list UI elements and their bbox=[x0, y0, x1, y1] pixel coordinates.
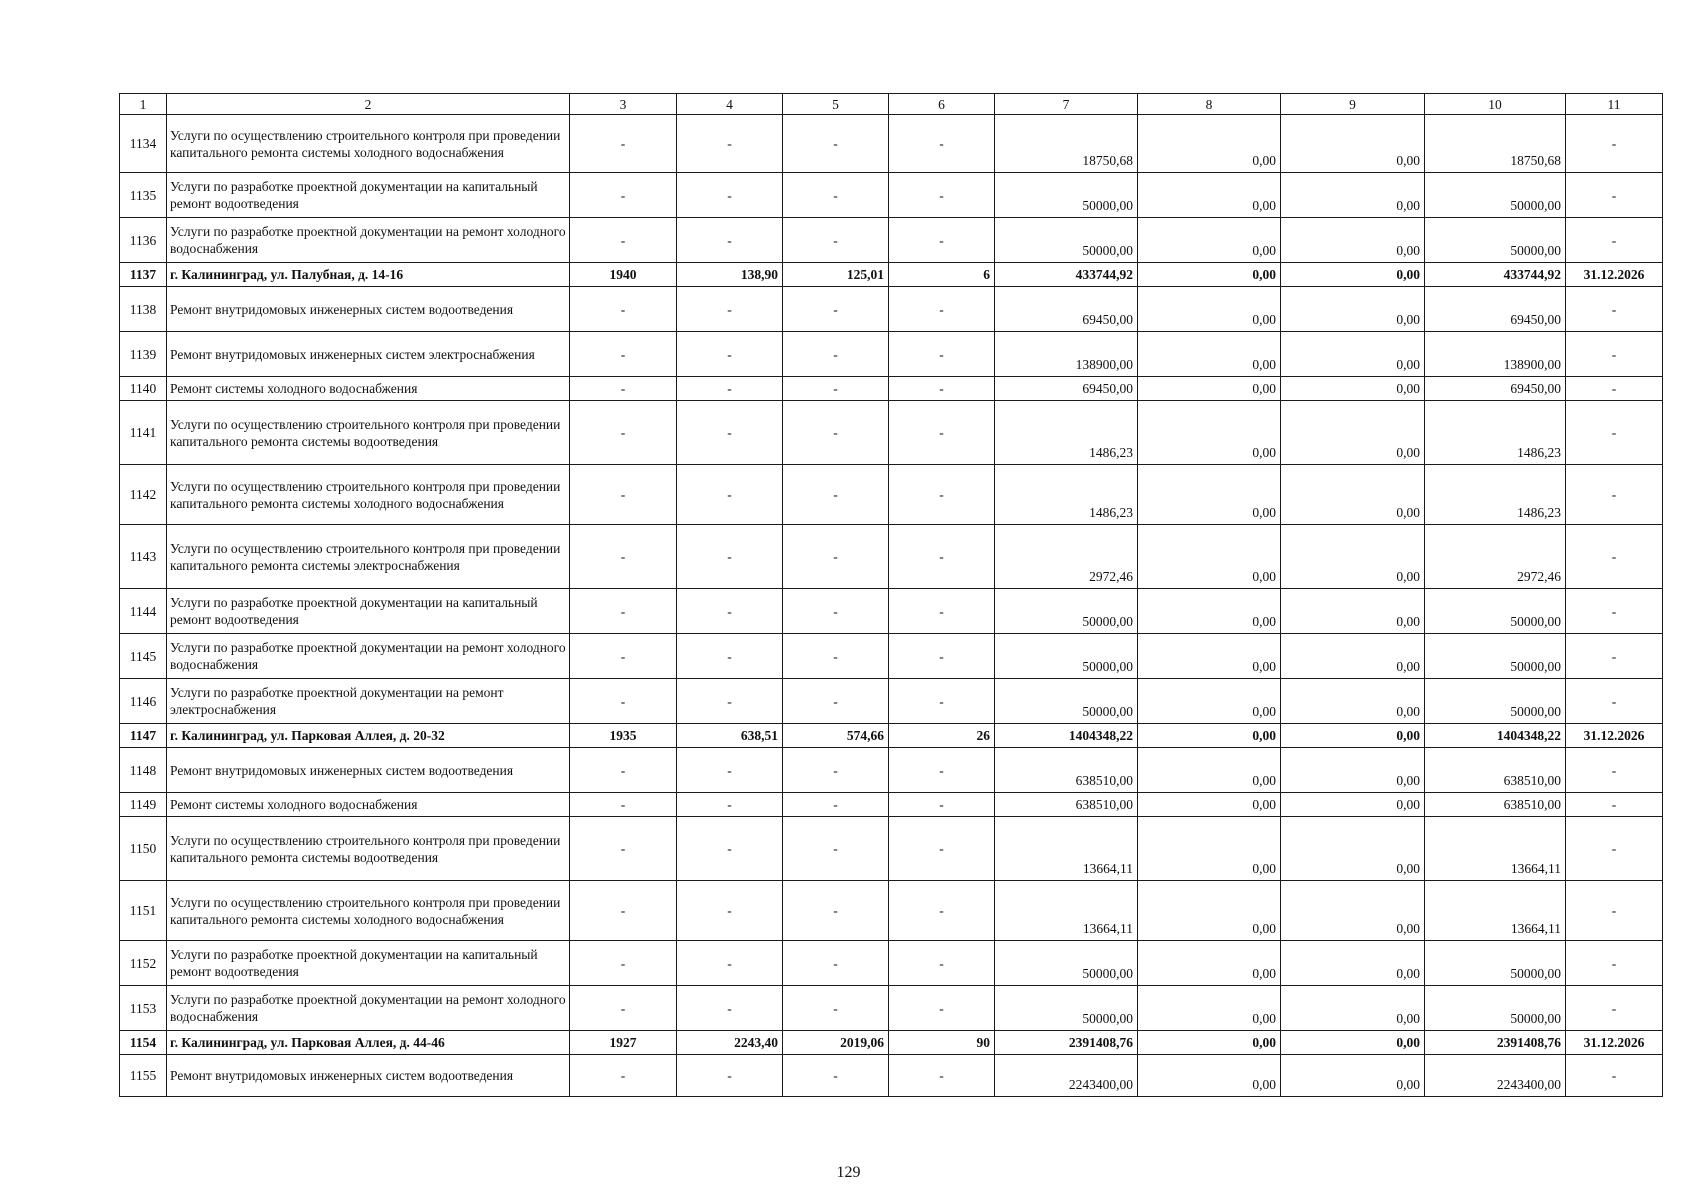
cell-col6: - bbox=[889, 525, 995, 589]
cell-col4: - bbox=[677, 986, 783, 1031]
cell-total: 69450,00 bbox=[995, 287, 1138, 332]
cell-col8: 0,00 bbox=[1138, 218, 1281, 263]
cell-col10: 50000,00 bbox=[1425, 986, 1566, 1031]
cell-total: 50000,00 bbox=[995, 173, 1138, 218]
table-body bbox=[120, 115, 1663, 1097]
row-number: 1139 bbox=[120, 332, 167, 377]
cell-col8: 0,00 bbox=[1138, 1031, 1281, 1055]
cell-col10: 50000,00 bbox=[1425, 634, 1566, 679]
row-name: Услуги по осуществлению строительного контроля при проведении капитального ремонта системы электроснабжения bbox=[167, 525, 570, 589]
cell-col4: - bbox=[677, 377, 783, 401]
cell-col5: - bbox=[783, 173, 889, 218]
cell-col5: - bbox=[783, 817, 889, 881]
cell-col10: 50000,00 bbox=[1425, 218, 1566, 263]
cell-total: 50000,00 bbox=[995, 589, 1138, 634]
cell-col9: 0,00 bbox=[1281, 881, 1425, 941]
cell-col10: 638510,00 bbox=[1425, 793, 1566, 817]
cell-col5: 125,01 bbox=[783, 263, 889, 287]
cell-col8: 0,00 bbox=[1138, 881, 1281, 941]
cell-col10: 18750,68 bbox=[1425, 115, 1566, 173]
col-header-3: 3 bbox=[570, 94, 677, 115]
cell-col10: 50000,00 bbox=[1425, 173, 1566, 218]
row-name: Услуги по осуществлению строительного контроля при проведении капитального ремонта системы холодного водоснабжения bbox=[167, 115, 570, 173]
cell-year: - bbox=[570, 941, 677, 986]
cell-col10: 69450,00 bbox=[1425, 377, 1566, 401]
row-name: г. Калининград, ул. Парковая Аллея, д. 44-46 bbox=[167, 1031, 570, 1055]
table-row bbox=[120, 218, 1663, 263]
table-row bbox=[120, 881, 1663, 941]
cell-col9: 0,00 bbox=[1281, 1031, 1425, 1055]
row-number: 1142 bbox=[120, 465, 167, 525]
cell-deadline: - bbox=[1566, 401, 1663, 465]
cell-col6: 6 bbox=[889, 263, 995, 287]
table-row bbox=[120, 634, 1663, 679]
cell-col9: 0,00 bbox=[1281, 817, 1425, 881]
header-row bbox=[120, 94, 1663, 115]
table-row bbox=[120, 589, 1663, 634]
cell-col4: - bbox=[677, 679, 783, 724]
cell-col4: - bbox=[677, 115, 783, 173]
cell-deadline: 31.12.2026 bbox=[1566, 724, 1663, 748]
cell-col4: 2243,40 bbox=[677, 1031, 783, 1055]
cell-col5: - bbox=[783, 115, 889, 173]
table-row bbox=[120, 724, 1663, 748]
cell-total: 2391408,76 bbox=[995, 1031, 1138, 1055]
cell-col9: 0,00 bbox=[1281, 173, 1425, 218]
cell-col8: 0,00 bbox=[1138, 941, 1281, 986]
cell-year: - bbox=[570, 748, 677, 793]
cell-col10: 1486,23 bbox=[1425, 465, 1566, 525]
table-row bbox=[120, 401, 1663, 465]
cell-col4: - bbox=[677, 525, 783, 589]
cell-col10: 50000,00 bbox=[1425, 941, 1566, 986]
cell-col4: - bbox=[677, 589, 783, 634]
cell-col4: - bbox=[677, 941, 783, 986]
cell-col10: 638510,00 bbox=[1425, 748, 1566, 793]
cell-col5: - bbox=[783, 679, 889, 724]
cell-total: 1486,23 bbox=[995, 465, 1138, 525]
cell-col5: - bbox=[783, 1055, 889, 1097]
cell-total: 138900,00 bbox=[995, 332, 1138, 377]
cell-col8: 0,00 bbox=[1138, 679, 1281, 724]
cell-deadline: - bbox=[1566, 218, 1663, 263]
cell-col5: - bbox=[783, 218, 889, 263]
cell-year: - bbox=[570, 679, 677, 724]
cell-deadline: - bbox=[1566, 287, 1663, 332]
cell-col4: - bbox=[677, 748, 783, 793]
row-name: Услуги по разработке проектной документации на капитальный ремонт водоотведения bbox=[167, 173, 570, 218]
cell-total: 1486,23 bbox=[995, 401, 1138, 465]
cell-deadline: - bbox=[1566, 793, 1663, 817]
cell-year: - bbox=[570, 986, 677, 1031]
row-number: 1148 bbox=[120, 748, 167, 793]
cell-col8: 0,00 bbox=[1138, 793, 1281, 817]
cell-col4: - bbox=[677, 218, 783, 263]
cell-year: - bbox=[570, 401, 677, 465]
cell-col5: - bbox=[783, 986, 889, 1031]
cell-total: 50000,00 bbox=[995, 634, 1138, 679]
cell-col6: 90 bbox=[889, 1031, 995, 1055]
cell-deadline: - bbox=[1566, 941, 1663, 986]
col-header-7: 7 bbox=[995, 94, 1138, 115]
cell-col10: 433744,92 bbox=[1425, 263, 1566, 287]
cell-col6: - bbox=[889, 881, 995, 941]
table-row bbox=[120, 465, 1663, 525]
cell-col10: 1404348,22 bbox=[1425, 724, 1566, 748]
cell-deadline: - bbox=[1566, 465, 1663, 525]
cell-col5: - bbox=[783, 634, 889, 679]
cell-total: 2243400,00 bbox=[995, 1055, 1138, 1097]
cell-col6: - bbox=[889, 634, 995, 679]
row-name: Ремонт внутридомовых инженерных систем электроснабжения bbox=[167, 332, 570, 377]
row-name: Услуги по разработке проектной документации на ремонт холодного водоснабжения bbox=[167, 986, 570, 1031]
cell-col6: - bbox=[889, 986, 995, 1031]
cell-year: - bbox=[570, 881, 677, 941]
cell-year: - bbox=[570, 465, 677, 525]
col-header-5: 5 bbox=[783, 94, 889, 115]
col-header-11: 11 bbox=[1566, 94, 1663, 115]
cell-col10: 2243400,00 bbox=[1425, 1055, 1566, 1097]
cell-col8: 0,00 bbox=[1138, 748, 1281, 793]
row-number: 1141 bbox=[120, 401, 167, 465]
cell-col5: - bbox=[783, 525, 889, 589]
row-name: Услуги по осуществлению строительного контроля при проведении капитального ремонта системы холодного водоснабжения bbox=[167, 465, 570, 525]
cell-deadline: - bbox=[1566, 173, 1663, 218]
cell-col9: 0,00 bbox=[1281, 724, 1425, 748]
cell-year: - bbox=[570, 634, 677, 679]
row-number: 1143 bbox=[120, 525, 167, 589]
cell-year: - bbox=[570, 793, 677, 817]
cell-col9: 0,00 bbox=[1281, 401, 1425, 465]
cell-total: 638510,00 bbox=[995, 748, 1138, 793]
row-name: Услуги по разработке проектной документации на ремонт холодного водоснабжения bbox=[167, 218, 570, 263]
table-row bbox=[120, 1031, 1663, 1055]
cell-col8: 0,00 bbox=[1138, 287, 1281, 332]
cell-col9: 0,00 bbox=[1281, 263, 1425, 287]
row-number: 1152 bbox=[120, 941, 167, 986]
cell-col5: - bbox=[783, 941, 889, 986]
row-name: Ремонт внутридомовых инженерных систем водоотведения bbox=[167, 287, 570, 332]
table-row bbox=[120, 941, 1663, 986]
cell-deadline: - bbox=[1566, 377, 1663, 401]
cell-year: 1927 bbox=[570, 1031, 677, 1055]
cell-col8: 0,00 bbox=[1138, 589, 1281, 634]
cell-total: 13664,11 bbox=[995, 881, 1138, 941]
row-name: Услуги по разработке проектной документации на капитальный ремонт водоотведения bbox=[167, 589, 570, 634]
cell-col9: 0,00 bbox=[1281, 748, 1425, 793]
cell-year: 1935 bbox=[570, 724, 677, 748]
cell-col9: 0,00 bbox=[1281, 465, 1425, 525]
cell-col8: 0,00 bbox=[1138, 115, 1281, 173]
cell-col9: 0,00 bbox=[1281, 941, 1425, 986]
cell-col6: - bbox=[889, 941, 995, 986]
cell-col4: - bbox=[677, 287, 783, 332]
cell-col9: 0,00 bbox=[1281, 218, 1425, 263]
table-row bbox=[120, 1055, 1663, 1097]
cell-col8: 0,00 bbox=[1138, 634, 1281, 679]
cell-year: - bbox=[570, 332, 677, 377]
cell-col9: 0,00 bbox=[1281, 793, 1425, 817]
cell-deadline: - bbox=[1566, 634, 1663, 679]
cell-year: - bbox=[570, 377, 677, 401]
cell-col5: - bbox=[783, 332, 889, 377]
cell-col8: 0,00 bbox=[1138, 401, 1281, 465]
cell-col6: - bbox=[889, 793, 995, 817]
cell-total: 50000,00 bbox=[995, 986, 1138, 1031]
cell-deadline: - bbox=[1566, 986, 1663, 1031]
cell-year: - bbox=[570, 589, 677, 634]
row-number: 1154 bbox=[120, 1031, 167, 1055]
cell-deadline: 31.12.2026 bbox=[1566, 263, 1663, 287]
col-header-1: 1 bbox=[120, 94, 167, 115]
table-row bbox=[120, 525, 1663, 589]
cell-col5: - bbox=[783, 401, 889, 465]
cell-col4: - bbox=[677, 817, 783, 881]
cell-col5: - bbox=[783, 793, 889, 817]
row-number: 1137 bbox=[120, 263, 167, 287]
table-row bbox=[120, 332, 1663, 377]
col-header-2: 2 bbox=[167, 94, 570, 115]
row-number: 1135 bbox=[120, 173, 167, 218]
cell-col8: 0,00 bbox=[1138, 332, 1281, 377]
row-number: 1155 bbox=[120, 1055, 167, 1097]
table-row bbox=[120, 287, 1663, 332]
table-row bbox=[120, 263, 1663, 287]
cell-col5: - bbox=[783, 589, 889, 634]
cell-deadline: - bbox=[1566, 525, 1663, 589]
table-row bbox=[120, 173, 1663, 218]
row-name: Услуги по осуществлению строительного контроля при проведении капитального ремонта системы холодного водоснабжения bbox=[167, 881, 570, 941]
cell-col4: - bbox=[677, 634, 783, 679]
cell-col6: - bbox=[889, 817, 995, 881]
cell-col10: 2972,46 bbox=[1425, 525, 1566, 589]
cell-col4: - bbox=[677, 465, 783, 525]
cell-col4: - bbox=[677, 401, 783, 465]
cell-total: 50000,00 bbox=[995, 218, 1138, 263]
cell-deadline: 31.12.2026 bbox=[1566, 1031, 1663, 1055]
cell-year: - bbox=[570, 115, 677, 173]
cell-total: 50000,00 bbox=[995, 941, 1138, 986]
cell-col4: - bbox=[677, 173, 783, 218]
table-row bbox=[120, 817, 1663, 881]
table-row bbox=[120, 986, 1663, 1031]
cell-col6: - bbox=[889, 173, 995, 218]
col-header-4: 4 bbox=[677, 94, 783, 115]
row-name: Ремонт внутридомовых инженерных систем водоотведения bbox=[167, 1055, 570, 1097]
row-name: Ремонт внутридомовых инженерных систем водоотведения bbox=[167, 748, 570, 793]
cell-col5: 574,66 bbox=[783, 724, 889, 748]
table-row bbox=[120, 748, 1663, 793]
cell-deadline: - bbox=[1566, 589, 1663, 634]
cell-col4: - bbox=[677, 793, 783, 817]
cell-col6: - bbox=[889, 589, 995, 634]
cell-col10: 50000,00 bbox=[1425, 679, 1566, 724]
table-row bbox=[120, 115, 1663, 173]
cell-col8: 0,00 bbox=[1138, 263, 1281, 287]
cell-deadline: - bbox=[1566, 679, 1663, 724]
cell-col9: 0,00 bbox=[1281, 115, 1425, 173]
cell-col9: 0,00 bbox=[1281, 525, 1425, 589]
cell-col6: - bbox=[889, 465, 995, 525]
cell-col8: 0,00 bbox=[1138, 817, 1281, 881]
cell-total: 69450,00 bbox=[995, 377, 1138, 401]
cell-col10: 50000,00 bbox=[1425, 589, 1566, 634]
cell-col9: 0,00 bbox=[1281, 332, 1425, 377]
col-header-10: 10 bbox=[1425, 94, 1566, 115]
cell-total: 13664,11 bbox=[995, 817, 1138, 881]
cell-col10: 69450,00 bbox=[1425, 287, 1566, 332]
row-name: Услуги по разработке проектной документации на ремонт холодного водоснабжения bbox=[167, 634, 570, 679]
row-number: 1151 bbox=[120, 881, 167, 941]
cell-col6: - bbox=[889, 679, 995, 724]
cell-total: 50000,00 bbox=[995, 679, 1138, 724]
cell-col6: - bbox=[889, 218, 995, 263]
row-name: Услуги по разработке проектной документации на капитальный ремонт водоотведения bbox=[167, 941, 570, 986]
cell-col9: 0,00 bbox=[1281, 1055, 1425, 1097]
cell-col10: 13664,11 bbox=[1425, 817, 1566, 881]
row-number: 1140 bbox=[120, 377, 167, 401]
cell-col5: 2019,06 bbox=[783, 1031, 889, 1055]
row-number: 1144 bbox=[120, 589, 167, 634]
cell-year: - bbox=[570, 173, 677, 218]
row-name: Услуги по осуществлению строительного контроля при проведении капитального ремонта системы водоотведения bbox=[167, 401, 570, 465]
cell-col4: - bbox=[677, 332, 783, 377]
register-table bbox=[119, 93, 1663, 1097]
cell-year: - bbox=[570, 287, 677, 332]
cell-deadline: - bbox=[1566, 1055, 1663, 1097]
table-row bbox=[120, 793, 1663, 817]
col-header-8: 8 bbox=[1138, 94, 1281, 115]
row-number: 1138 bbox=[120, 287, 167, 332]
row-number: 1134 bbox=[120, 115, 167, 173]
cell-col4: - bbox=[677, 1055, 783, 1097]
cell-col8: 0,00 bbox=[1138, 465, 1281, 525]
cell-col6: - bbox=[889, 1055, 995, 1097]
cell-col10: 2391408,76 bbox=[1425, 1031, 1566, 1055]
cell-col5: - bbox=[783, 748, 889, 793]
cell-col9: 0,00 bbox=[1281, 634, 1425, 679]
row-number: 1146 bbox=[120, 679, 167, 724]
cell-col8: 0,00 bbox=[1138, 525, 1281, 589]
cell-col8: 0,00 bbox=[1138, 1055, 1281, 1097]
row-number: 1145 bbox=[120, 634, 167, 679]
cell-col6: - bbox=[889, 287, 995, 332]
cell-col6: - bbox=[889, 401, 995, 465]
cell-deadline: - bbox=[1566, 332, 1663, 377]
cell-col4: 638,51 bbox=[677, 724, 783, 748]
cell-col8: 0,00 bbox=[1138, 986, 1281, 1031]
row-name: Услуги по разработке проектной документации на ремонт электроснабжения bbox=[167, 679, 570, 724]
cell-col9: 0,00 bbox=[1281, 377, 1425, 401]
cell-year: - bbox=[570, 525, 677, 589]
row-number: 1153 bbox=[120, 986, 167, 1031]
cell-col5: - bbox=[783, 881, 889, 941]
cell-col6: - bbox=[889, 748, 995, 793]
cell-col4: 138,90 bbox=[677, 263, 783, 287]
row-number: 1149 bbox=[120, 793, 167, 817]
cell-total: 1404348,22 bbox=[995, 724, 1138, 748]
cell-col5: - bbox=[783, 287, 889, 332]
page-number: 129 bbox=[836, 1164, 861, 1181]
cell-total: 18750,68 bbox=[995, 115, 1138, 173]
cell-col5: - bbox=[783, 465, 889, 525]
cell-year: 1940 bbox=[570, 263, 677, 287]
cell-total: 2972,46 bbox=[995, 525, 1138, 589]
table-row bbox=[120, 679, 1663, 724]
col-header-9: 9 bbox=[1281, 94, 1425, 115]
cell-col10: 13664,11 bbox=[1425, 881, 1566, 941]
row-name: Ремонт системы холодного водоснабжения bbox=[167, 377, 570, 401]
cell-col9: 0,00 bbox=[1281, 589, 1425, 634]
cell-col10: 138900,00 bbox=[1425, 332, 1566, 377]
row-name: Услуги по осуществлению строительного контроля при проведении капитального ремонта системы водоотведения bbox=[167, 817, 570, 881]
cell-col5: - bbox=[783, 377, 889, 401]
cell-col6: - bbox=[889, 115, 995, 173]
row-number: 1147 bbox=[120, 724, 167, 748]
cell-deadline: - bbox=[1566, 817, 1663, 881]
row-name: г. Калининград, ул. Палубная, д. 14-16 bbox=[167, 263, 570, 287]
cell-total: 638510,00 bbox=[995, 793, 1138, 817]
cell-col6: - bbox=[889, 377, 995, 401]
cell-col8: 0,00 bbox=[1138, 377, 1281, 401]
row-number: 1136 bbox=[120, 218, 167, 263]
cell-col6: 26 bbox=[889, 724, 995, 748]
cell-col9: 0,00 bbox=[1281, 287, 1425, 332]
col-header-6: 6 bbox=[889, 94, 995, 115]
cell-col4: - bbox=[677, 881, 783, 941]
cell-deadline: - bbox=[1566, 748, 1663, 793]
row-name: Ремонт системы холодного водоснабжения bbox=[167, 793, 570, 817]
cell-col9: 0,00 bbox=[1281, 679, 1425, 724]
cell-deadline: - bbox=[1566, 115, 1663, 173]
cell-col8: 0,00 bbox=[1138, 724, 1281, 748]
cell-year: - bbox=[570, 218, 677, 263]
cell-year: - bbox=[570, 1055, 677, 1097]
row-name: г. Калининград, ул. Парковая Аллея, д. 20-32 bbox=[167, 724, 570, 748]
cell-year: - bbox=[570, 817, 677, 881]
cell-deadline: - bbox=[1566, 881, 1663, 941]
cell-col8: 0,00 bbox=[1138, 173, 1281, 218]
cell-total: 433744,92 bbox=[995, 263, 1138, 287]
cell-col6: - bbox=[889, 332, 995, 377]
row-number: 1150 bbox=[120, 817, 167, 881]
cell-col10: 1486,23 bbox=[1425, 401, 1566, 465]
table-row bbox=[120, 377, 1663, 401]
cell-col9: 0,00 bbox=[1281, 986, 1425, 1031]
